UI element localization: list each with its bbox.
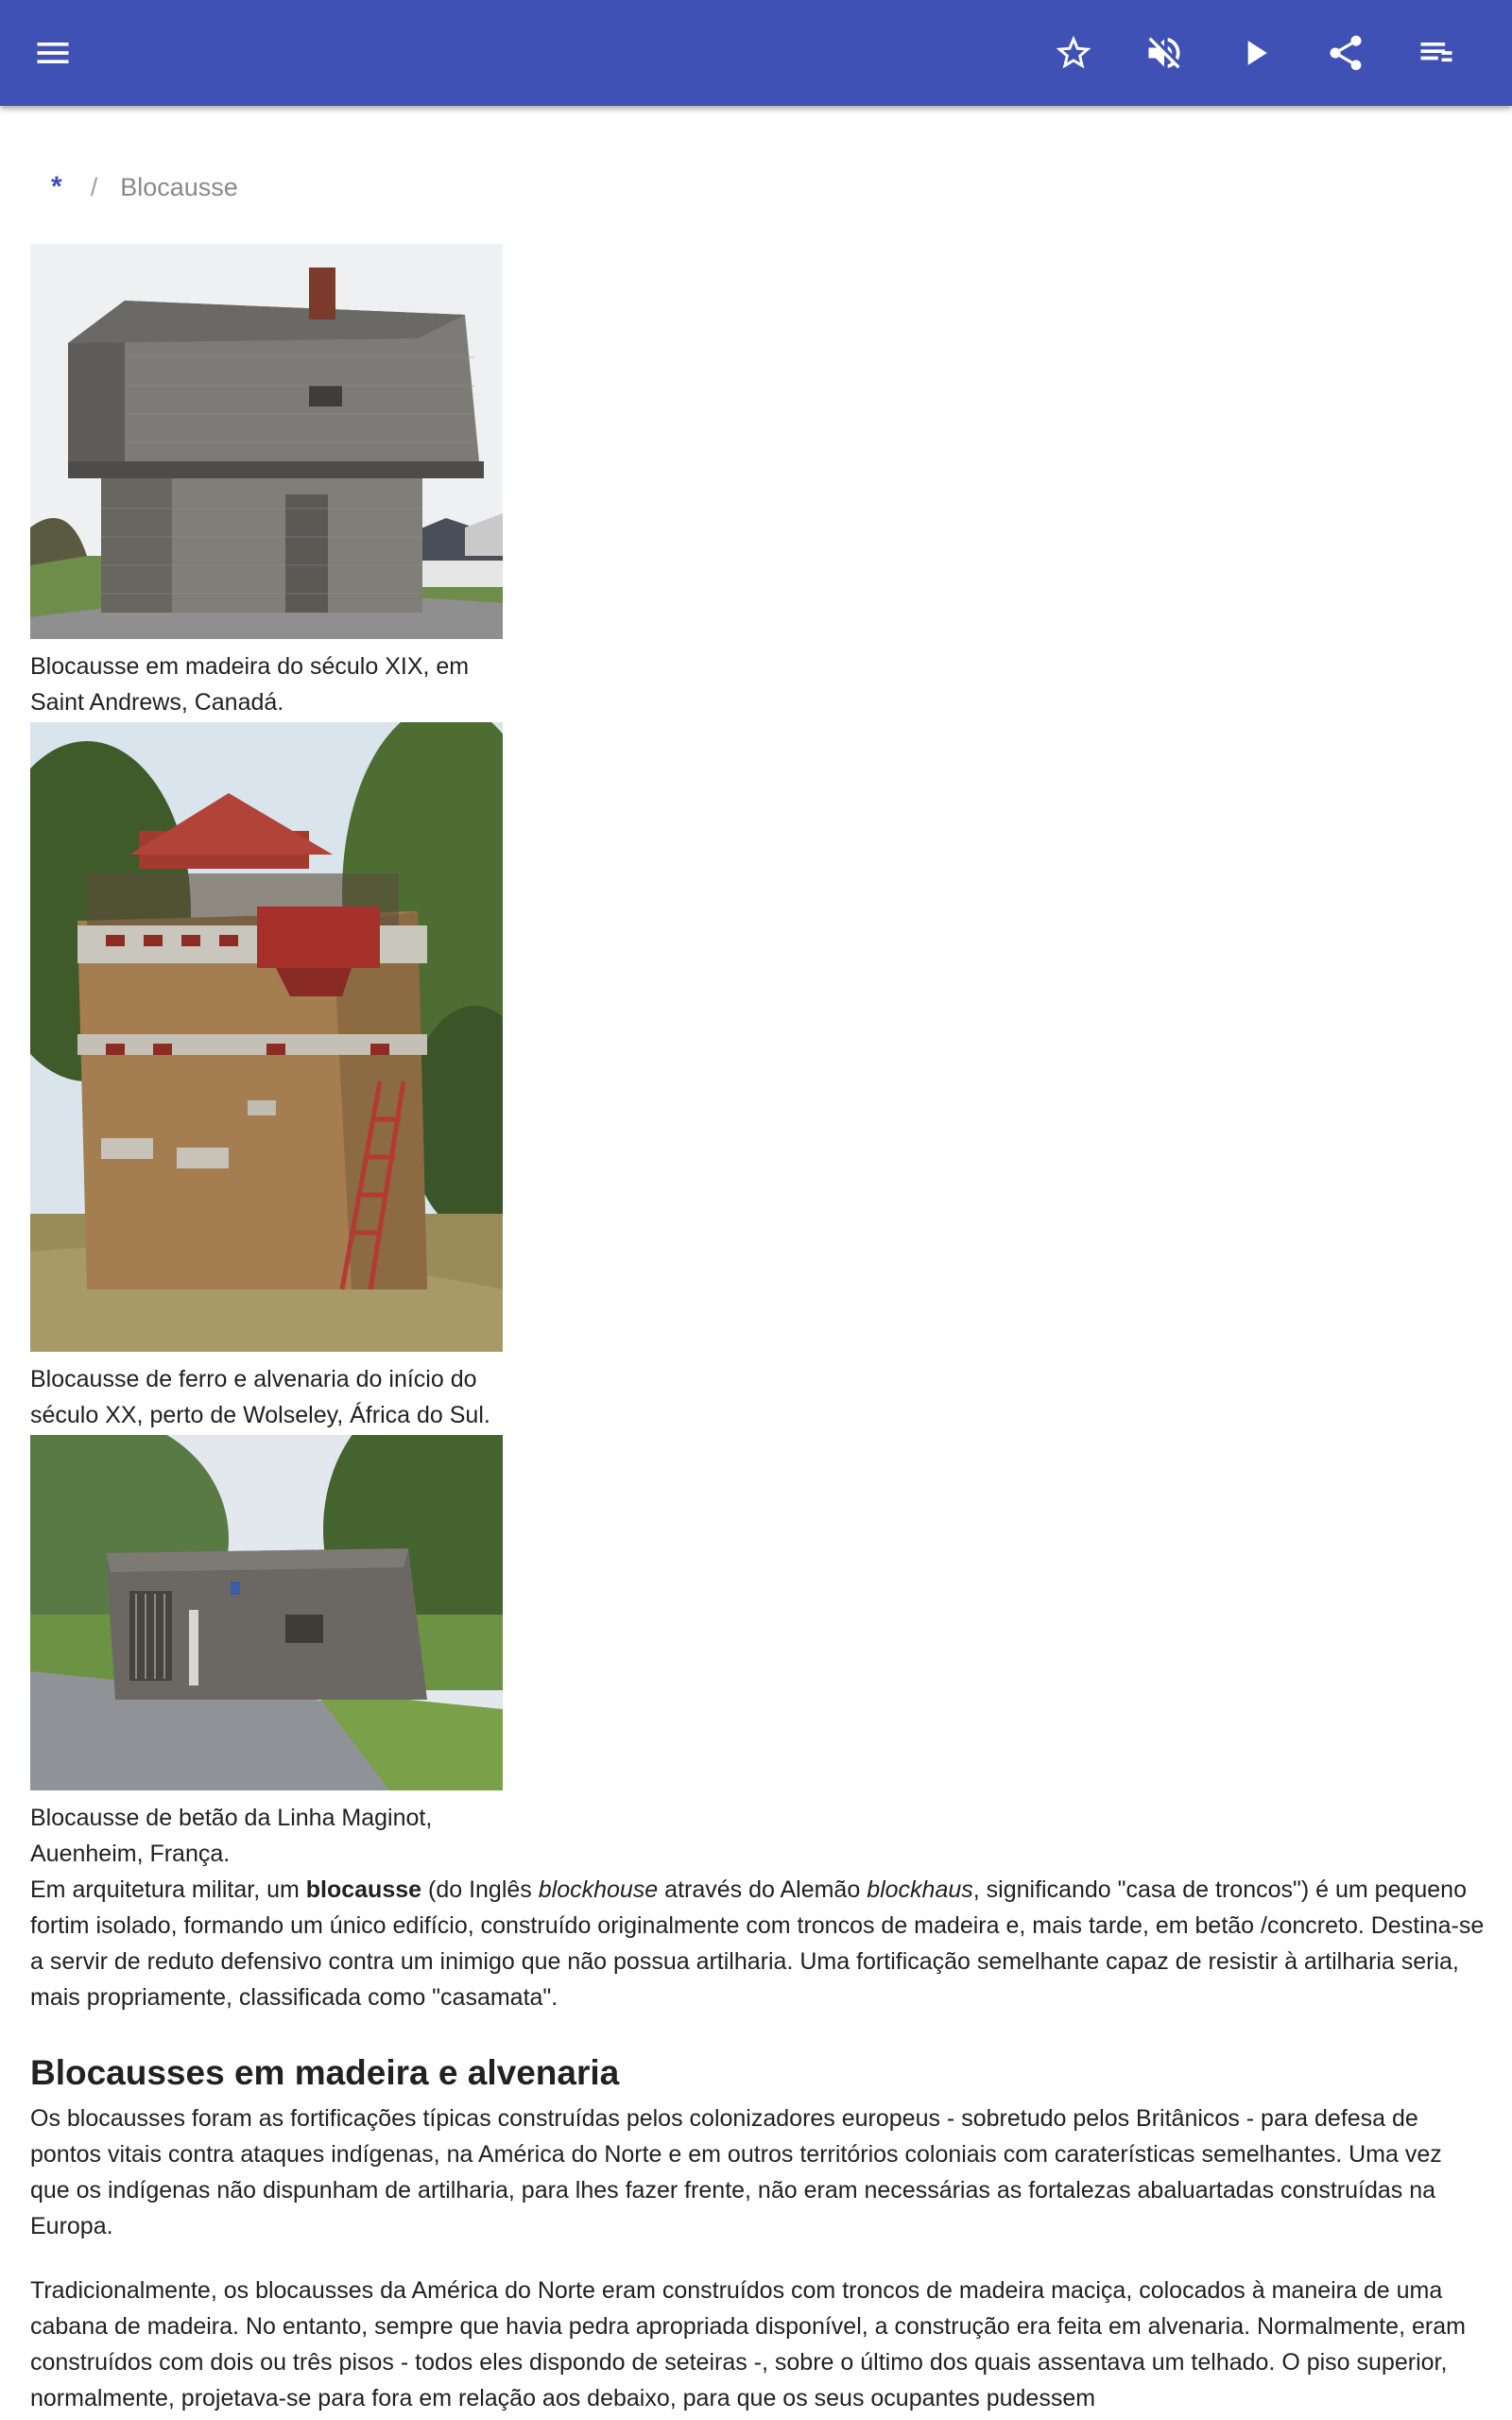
intro-term: blocausse xyxy=(305,1876,422,1903)
figure-concrete-blockhouse[interactable] xyxy=(30,1435,503,1790)
menu-icon[interactable] xyxy=(25,25,81,81)
star-outline-icon[interactable] xyxy=(1045,25,1102,81)
figure-masonry-blockhouse[interactable] xyxy=(30,722,503,1352)
share-icon[interactable] xyxy=(1317,25,1374,81)
section-paragraph: Tradicionalmente, os blocausses da América do Norte eram construídos com troncos de madeira maciça, colocados à maneira de uma cabana de madeira. No entanto, sempre que havia pedra apropriada disponível, a construção era feita em alvenaria. Normalmente, eram construídos com dois ou três pisos - todos eles dispondo de seteiras -, sobre o último dos quais assentava um telhado. O piso superior, normalmente, projetava-se para fora em relação aos debaixo, para que os seus ocupantes pudessem xyxy=(30,2277,1466,2411)
intro-text: , significando "casa de troncos") é um pequeno fortim isolado, formando um único edifício, construído originalmente com troncos de madeira e, mais tarde, em betão /concreto. Destina-se a servir de reduto defensivo contra um inimigo que não possua artilharia. Uma fortificação semelhante capaz de resistir à artilharia seria, mais propriamente, classificada como "casamata". xyxy=(30,1876,1485,2011)
app-bar xyxy=(0,0,1512,106)
breadcrumb xyxy=(51,168,238,206)
concrete-blockhouse-photo xyxy=(30,1435,503,1790)
intro-text: Em arquitetura militar, um xyxy=(30,1876,306,1903)
masonry-blockhouse-photo xyxy=(30,722,503,1352)
intro-paragraph xyxy=(30,1872,1486,2015)
intro-english-term: blockhouse xyxy=(538,1876,659,1903)
figure-caption: Blocausse em madeira do século XIX, em Saint Andrews, Canadá. xyxy=(30,653,470,716)
playlist-icon[interactable] xyxy=(1408,25,1465,81)
section-heading: Blocausses em madeira e alvenaria xyxy=(30,2053,620,2092)
figure-caption: Blocausse de betão da Linha Maginot, Auenheim, França. xyxy=(30,1805,433,1867)
breadcrumb-current: Blocausse xyxy=(120,172,238,201)
play-icon[interactable] xyxy=(1227,25,1283,81)
volume-off-icon[interactable] xyxy=(1136,25,1193,81)
section-paragraph: Os blocausses foram as fortificações típicas construídas pelos colonizadores europeus - sobretudo pelos Britânicos - para defesa de pontos vitais contra ataques indígenas, na América do Norte e em outros territórios coloniais com caraterísticas semelhantes. Uma vez que os indígenas não dispunham de artilharia, para lhes fazer frente, não eram necessárias as fortalezas abaluartadas construídas na Europa. xyxy=(30,2105,1442,2239)
figure-wooden-blockhouse[interactable] xyxy=(30,244,503,639)
figure-caption: Blocausse de ferro e alvenaria do início do século XX, perto de Wolseley, África do Sul. xyxy=(30,1366,490,1428)
breadcrumb-home-link[interactable]: * xyxy=(51,171,62,202)
intro-german-term: blockhaus xyxy=(867,1876,973,1903)
intro-text: através do Alemão xyxy=(658,1876,868,1903)
intro-text: (do Inglês xyxy=(421,1876,539,1903)
breadcrumb-separator: / xyxy=(90,172,98,201)
wooden-blockhouse-photo xyxy=(30,244,503,639)
